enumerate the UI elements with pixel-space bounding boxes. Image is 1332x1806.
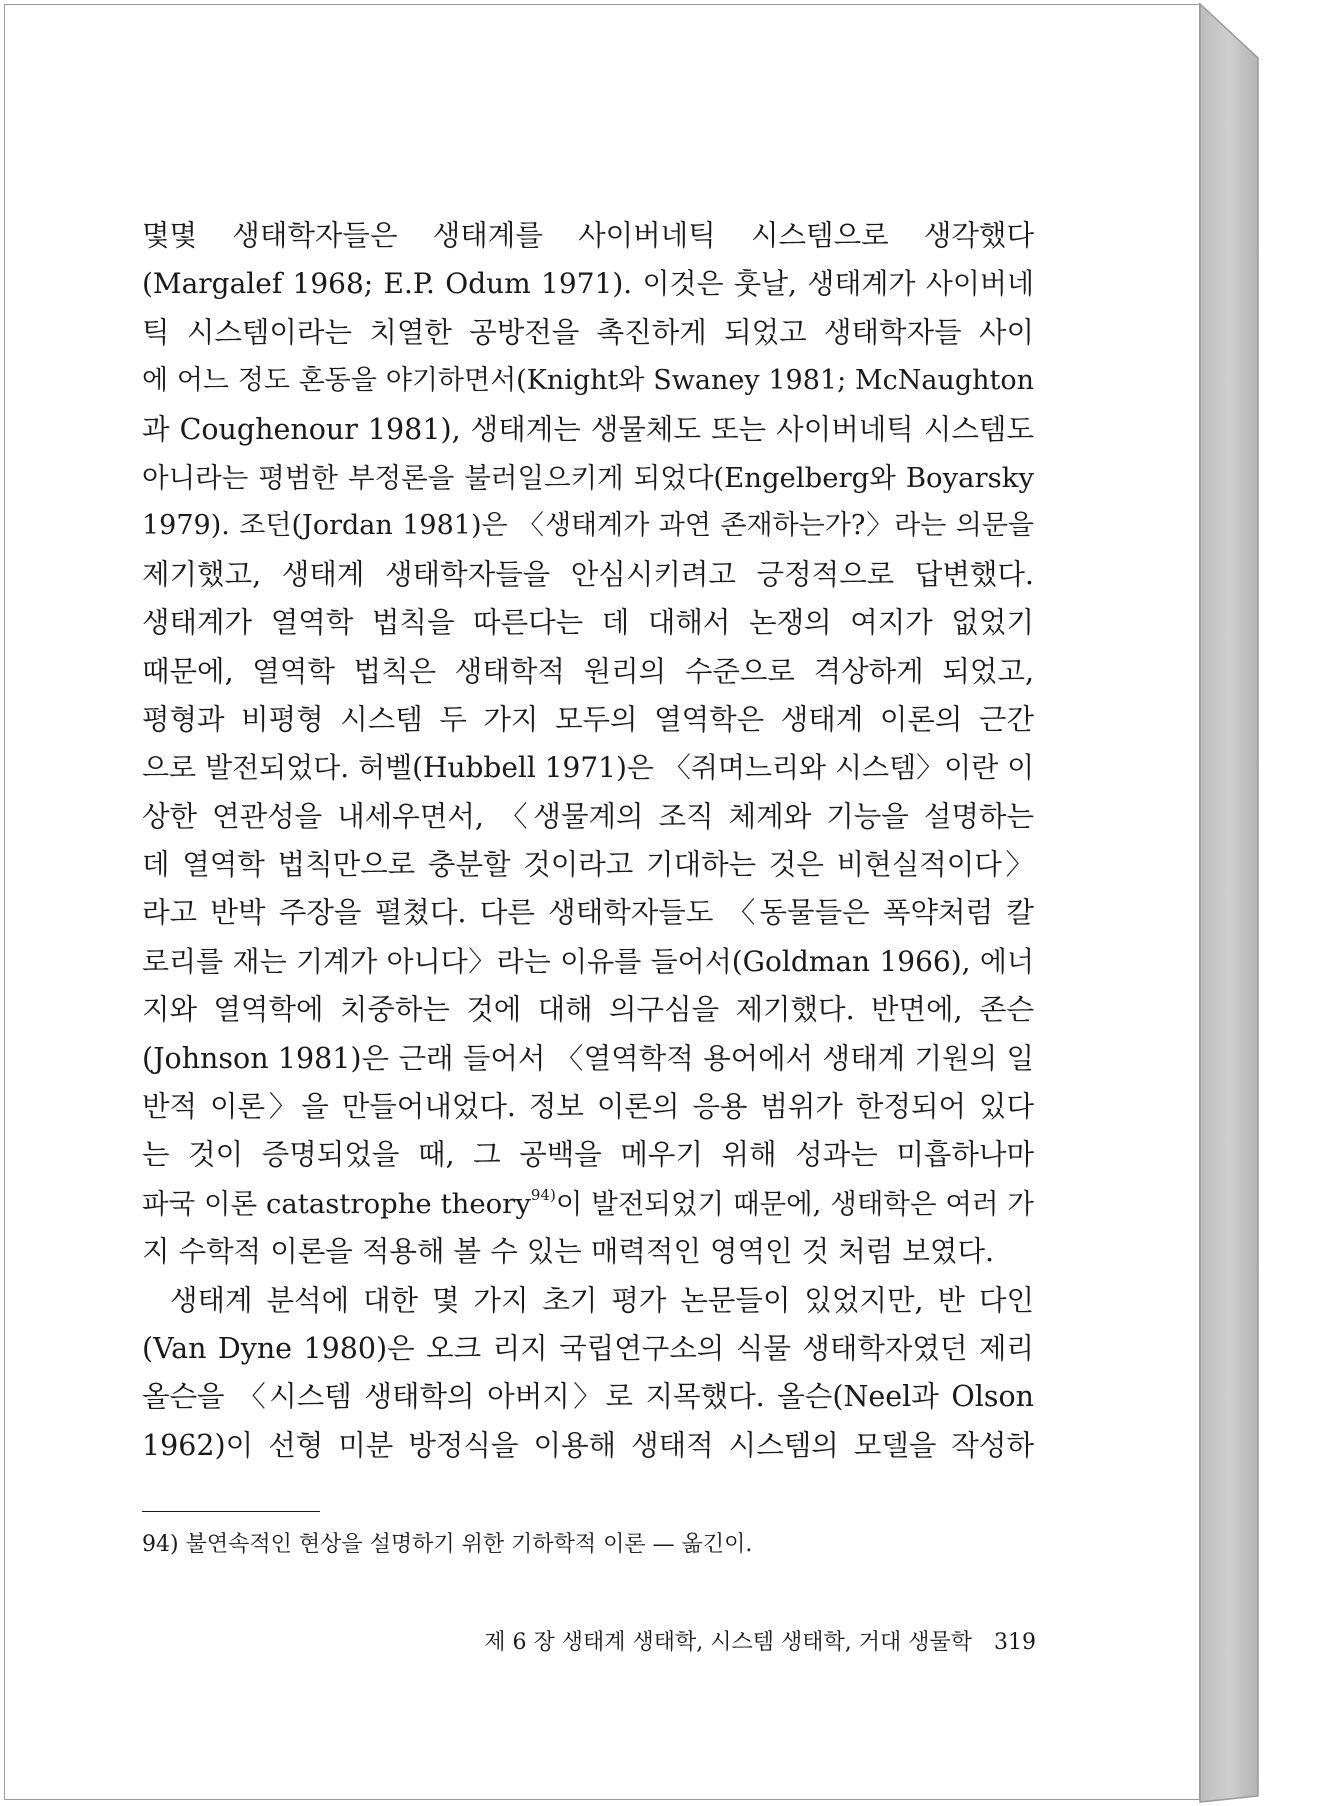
footnote-divider [142, 1511, 320, 1512]
text-line: 에 어느 정도 혼동을 야기하면서(Knight와 Swaney 1981; McNaughton [142, 365, 1034, 397]
text-line: 평형과 비평형 시스템 두 가지 모두의 열역학은 생태계 이론의 근간 [142, 702, 1034, 736]
text-line: 상한 연관성을 내세우면서, 〈생물계의 조직 체계와 기능을 설명하는 [142, 799, 1034, 833]
text-line: 로리를 재는 기계가 아니다〉라는 이유를 들어서(Goldman 1966), 에너 [142, 944, 1034, 978]
text-line: (Van Dyne 1980)은 오크 리지 국립연구소의 식물 생태학자였던 제리 [142, 1331, 1034, 1365]
running-footer [484, 1626, 1036, 1660]
text-line: 지와 열역학에 치중하는 것에 대해 의구심을 제기했다. 반면에, 존슨 [142, 993, 1034, 1027]
text-line: 1962)이 선형 미분 방정식을 이용해 생태적 시스템의 모델을 작성하 [142, 1428, 1034, 1462]
text-line: 올슨을 〈시스템 생태학의 아버지〉로 지목했다. 올슨(Neel과 Olson [142, 1380, 1034, 1414]
text-line: (Johnson 1981)은 근래 들어서 〈열역학적 용어에서 생태계 기원의 일 [142, 1041, 1034, 1075]
text-line: 반적 이론〉을 만들어내었다. 정보 이론의 응용 범위가 한정되어 있다 [142, 1090, 1034, 1124]
footnote: 94) 불연속적인 현상을 설명하기 위한 기하학적 이론 — 옮긴이. [142, 1532, 753, 1557]
paragraph-first-line: 생태계 분석에 대한 몇 가지 초기 평가 논문들이 있었지만, 반 다인 [170, 1283, 1034, 1317]
text-line: 틱 시스템이라는 치열한 공방전을 촉진하게 되었고 생태학자들 사이 [142, 315, 1034, 349]
text-line: 아니라는 평범한 부정론을 불러일으키게 되었다(Engelberg와 Boyarsky [142, 461, 1034, 494]
footnote-marker[interactable]: 94) [530, 1185, 556, 1204]
text-segment: 파국 이론 catastrophe theory [142, 1187, 531, 1220]
body-text [142, 212, 1034, 1470]
text-line: (Margalef 1968; E.P. Odum 1971). 이것은 훗날, 생태계가 사이버네 [142, 267, 1034, 301]
text-line: 1979). 조던(Jordan 1981)은 〈생태계가 과연 존재하는가?〉라는 의문을 [142, 510, 1034, 542]
text-line-footnote-ref [142, 1180, 1034, 1228]
text-line: 는 것이 증명되었을 때, 그 공백을 메우기 위해 성과는 미흡하나마 [142, 1138, 1034, 1172]
text-line: 으로 발전되었다. 허벨(Hubbell 1971)은 〈쥐며느리와 시스템〉이란 이 [142, 751, 1035, 785]
text-line: 때문에, 열역학 법칙은 생태학적 원리의 수준으로 격상하게 되었고, [142, 654, 1034, 688]
text-line: 지 수학적 이론을 적용해 볼 수 있는 매력적인 영역인 것 처럼 보였다. [142, 1235, 995, 1269]
text-line: 과 Coughenour 1981), 생태계는 생물체도 또는 사이버네틱 시스템도 [142, 412, 1034, 446]
chapter-title: 제 6 장 생태계 생태학, 시스템 생태학, 거대 생물학 [484, 1630, 972, 1655]
text-line: 제기했고, 생태계 생태학자들을 안심시키려고 긍정적으로 답변했다. [142, 557, 1034, 591]
text-segment: 이 발전되었기 때문에, 생태학은 여러 가 [555, 1187, 1034, 1220]
text-line: 데 열역학 법칙만으로 충분할 것이라고 기대하는 것은 비현실적이다〉 [142, 848, 1034, 882]
page-number: 319 [994, 1630, 1036, 1655]
text-line: 생태계가 열역학 법칙을 따른다는 데 대해서 논쟁의 여지가 없었기 [142, 606, 1034, 640]
text-line: 몇몇 생태학자들은 생태계를 사이버네틱 시스템으로 생각했다 [142, 219, 1034, 252]
text-line: 라고 반박 주장을 펼쳤다. 다른 생태학자들도 〈동물들은 폭약처럼 칼 [142, 896, 1034, 930]
